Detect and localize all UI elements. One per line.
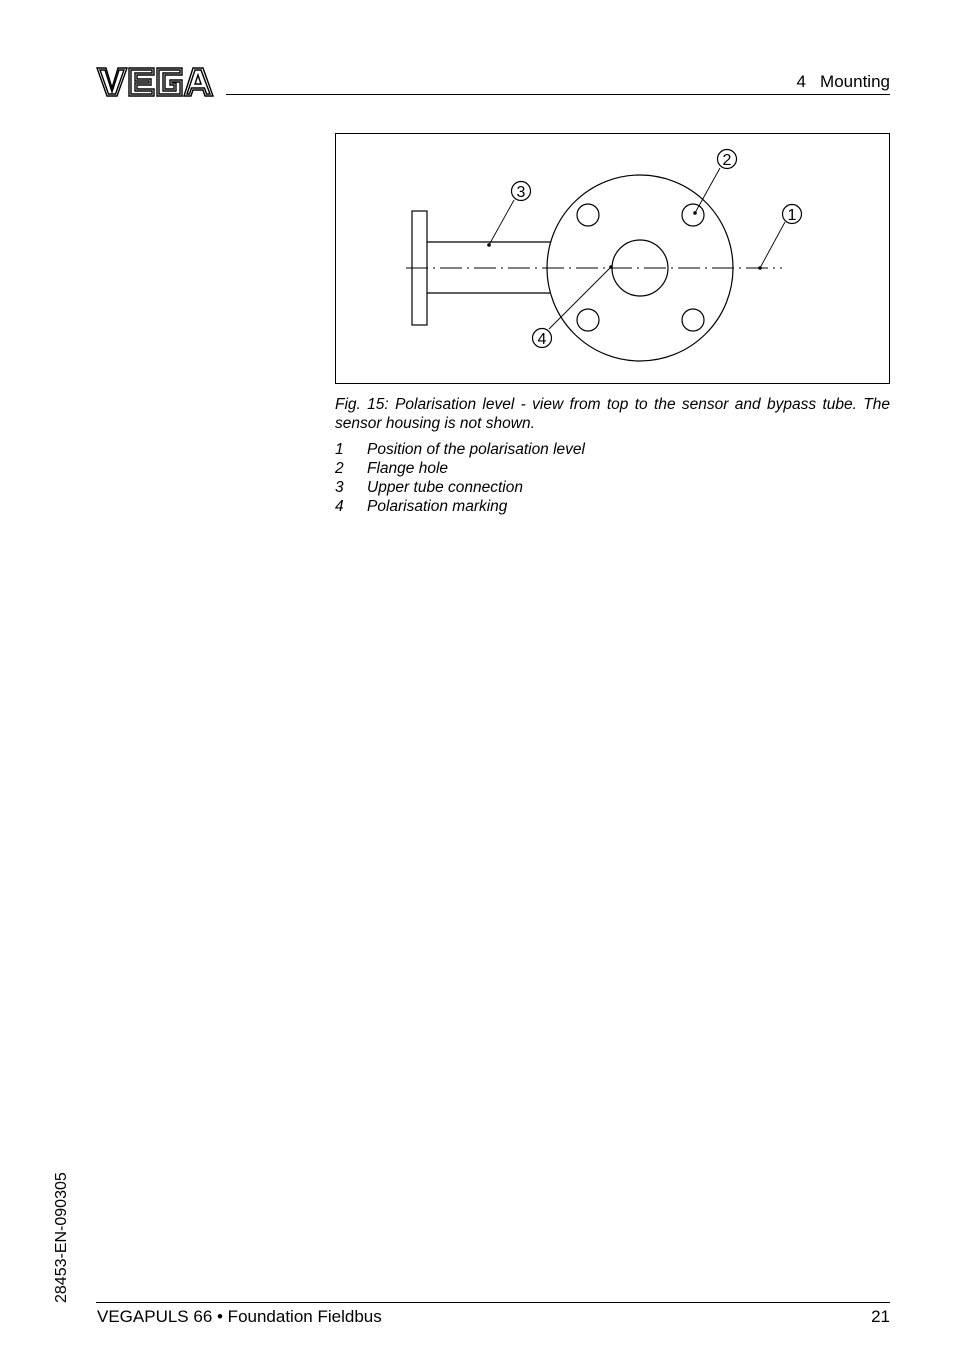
callout-label-1: 1: [787, 207, 797, 224]
leader-line-1: [760, 222, 785, 268]
section-title: 4 Mounting: [796, 72, 890, 91]
legend-item: [335, 497, 585, 516]
leader-dot-4: [609, 265, 613, 269]
legend-number: 2: [335, 460, 344, 477]
legend-number: 4: [335, 498, 344, 515]
legend-text: Position of the polarisation level: [367, 441, 585, 458]
legend-text: Upper tube connection: [367, 479, 523, 496]
legend-text: Flange hole: [367, 460, 449, 477]
legend-number: 1: [335, 441, 344, 458]
header-rule: [226, 94, 890, 95]
page-number: 21: [871, 1307, 890, 1326]
leader-line-3: [489, 200, 514, 245]
figure-legend: [335, 440, 585, 516]
legend-item: [335, 459, 585, 478]
leader-dot-3: [487, 243, 491, 247]
vega-logo: [96, 66, 214, 98]
polarisation-diagram: [336, 134, 889, 383]
legend-text: Polarisation marking: [367, 498, 508, 515]
legend-item: [335, 440, 585, 459]
footer-product: VEGAPULS 66 • Foundation Fieldbus: [97, 1307, 382, 1326]
callout-label-2: 2: [722, 152, 732, 169]
figure-frame: [335, 133, 890, 384]
leader-dot-2: [693, 211, 697, 215]
legend-number: 3: [335, 479, 344, 496]
figure-caption: Fig. 15: Polarisation level - view from top to the sensor and bypass tube. The sensor housing is not shown.: [335, 396, 890, 432]
callout-label-3: 3: [516, 184, 526, 201]
callout-label-4: 4: [537, 331, 547, 348]
footer-rule: [96, 1302, 890, 1303]
leader-dot-1: [758, 266, 762, 270]
document-code: 28453-EN-090305: [53, 1172, 70, 1303]
legend-item: [335, 478, 585, 497]
